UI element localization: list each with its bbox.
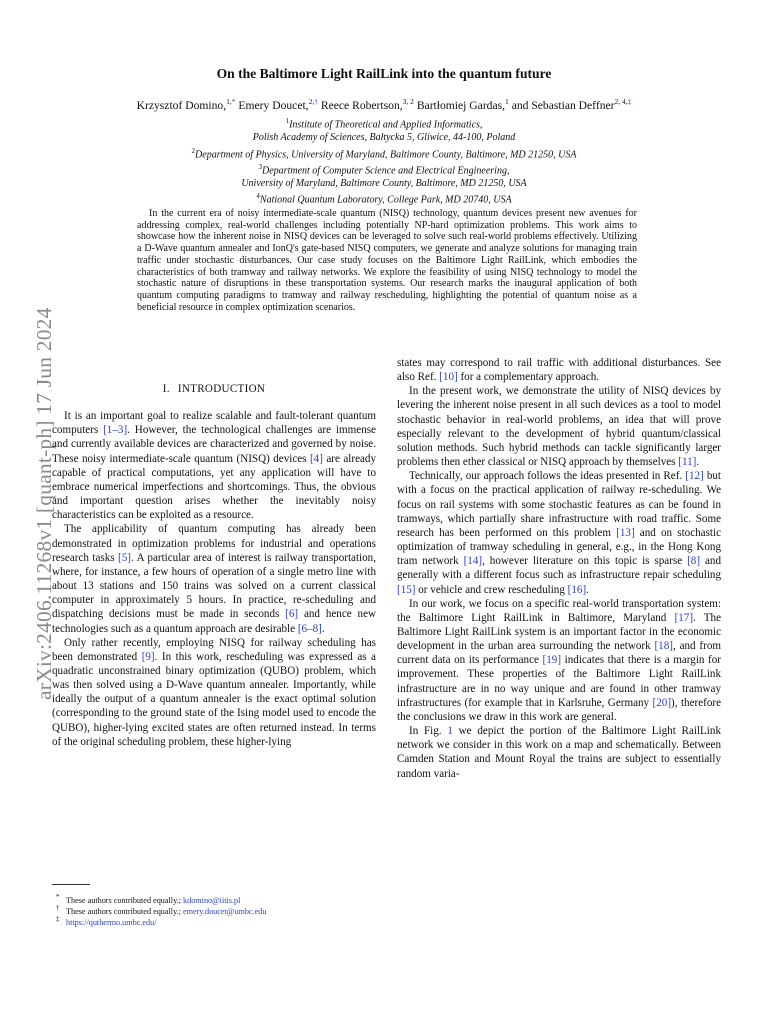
citation-link[interactable]: [14]: [463, 555, 483, 568]
body-text: or vehicle and crew rescheduling: [415, 583, 568, 596]
body-text: , and from current data on its performance: [397, 640, 721, 667]
citation-link[interactable]: [17]: [674, 611, 694, 624]
affiliation-line: [0, 115, 768, 131]
affiliation-text: National Quantum Laboratory, College Park, MD 20740, USA: [259, 194, 512, 206]
footnote-link[interactable]: kdomino@iitis.pl: [183, 896, 241, 905]
body-paragraph: [397, 469, 721, 596]
author-affiliation-mark: 3, 2: [402, 97, 414, 106]
footnote-rule: [52, 884, 90, 885]
footnote-text: These authors contributed equally.;: [66, 896, 184, 905]
body-text: In the present work, we demonstrate the utility of NISQ devices by levering the inherent noise present in all such devices as a tool to model stochastic behavior in real-world problems, an idea that will prove especially relevant to the development of hybrid quantum/classical solution methods. Such hybrid methods can tackle significantly larger problems then ether classical or NISQ approach by themselves: [397, 385, 721, 469]
footnote-text: These authors contributed equally.;: [66, 907, 184, 916]
affiliation-number: 4: [256, 192, 260, 201]
citation-link[interactable]: [20]: [652, 696, 672, 709]
affiliation-text: Department of Computer Science and Electrical Engineering,: [262, 165, 510, 177]
arxiv-stamp: arXiv:2406.11268v1 [quant-ph] 17 Jun 2024: [32, 307, 56, 700]
author-affiliation-mark: 2,: [308, 97, 315, 106]
footnote: [56, 915, 266, 928]
footnote: [56, 904, 267, 917]
footnote: [56, 893, 266, 906]
affiliation-line: [0, 131, 768, 144]
body-text: and generally with a different focus such as infrastructure repair scheduling: [397, 555, 722, 582]
body-text: The applicability of quantum computing has already been demonstrated in optimization problems for industrial and operations research tasks: [52, 523, 376, 564]
body-text: we depict the portion of the Baltimore Light RailLink network we consider in this work on a map and schematically. Between Camden Station and Mount Royal the trains are subject to essentially random varia-: [397, 725, 721, 780]
section-title: INTRODUCTION: [177, 383, 266, 395]
author-name: Reece Robertson,: [320, 98, 403, 112]
author-name: and Sebastian Deffner: [511, 98, 615, 112]
footnote-link[interactable]: emery.doucet@umbc.edu: [183, 907, 267, 916]
citation-link[interactable]: [13]: [616, 526, 635, 539]
citation-link[interactable]: [12]: [685, 470, 704, 483]
citation-link[interactable]: [8]: [687, 555, 701, 568]
author-note-link[interactable]: ‡: [627, 97, 632, 106]
citation-link[interactable]: [10]: [439, 371, 458, 384]
body-paragraph: [52, 636, 376, 749]
citation-link[interactable]: [15]: [397, 583, 416, 596]
citation-link[interactable]: [11]: [678, 456, 697, 469]
author-affiliation-mark: 1: [505, 97, 509, 106]
body-text: and hence new technologies such as a quantum approach are desirable: [52, 608, 377, 635]
body-text: are already capable of practical computations, yet any application will have to embrace numerical imperfections and shortcomings. Thus, the obvious and important question arises whether the inevitably noisy characteristics can be exploited as a resource.: [52, 452, 377, 522]
section-heading: [52, 382, 376, 396]
affiliation-line: [0, 161, 768, 177]
citation-link[interactable]: [6–8]: [297, 622, 322, 635]
paper-title: On the Baltimore Light RailLink into the quantum future: [216, 66, 552, 81]
affiliation-text: Polish Academy of Sciences, Bałtycka 5, Gliwice, 44-100, Poland: [252, 132, 516, 144]
affiliation-line: [0, 190, 768, 206]
body-text: . However, the technological challenges are immense and currently available devices are characterized and governed by noise. These noisy intermediate-scale quantum (NISQ) devices: [52, 424, 376, 465]
body-paragraph: [52, 522, 376, 635]
affiliations: [0, 115, 768, 207]
body-text: . In this work, rescheduling was expressed as a quadratic unconstrained binary optimization (QUBO) problem, which was then solved using a D-Wave quantum annealer. Importantly, while ideally the output of a quantum annealer is the exact optimal solution (corresponding to the ground state of the Ising model used to encode the QUBO), higher-lying excited states are often returned instead. In terms of the original scheduling problem, these higher-lying: [52, 650, 376, 748]
section-number: I.: [162, 383, 170, 395]
author-list: [0, 97, 768, 112]
left-column: [52, 382, 376, 749]
citation-link[interactable]: [16]: [567, 583, 587, 596]
body-text: In Fig.: [409, 725, 448, 738]
footnote-symbol: ‡: [56, 915, 60, 923]
author-name: Emery Doucet,: [238, 98, 309, 112]
body-text: .: [586, 583, 589, 596]
body-text: In our work, we focus on a specific real-world transportation system: the Baltimore Light RailLink in Baltimore, Maryland: [397, 597, 721, 624]
citation-link[interactable]: [19]: [542, 654, 562, 667]
citation-link[interactable]: [5]: [118, 551, 131, 564]
right-column: [397, 356, 721, 781]
body-text: indicates that there is a margin for improvement. These properties of the Baltimore Light RailLink infrastructure are in no way unique and are found in other tramway infrastructures (for example that in Karlsruhe, Germany: [397, 654, 721, 709]
abstract: In the current era of noisy intermediate-scale quantum (NISQ) technology, quantum devices present new avenues for addressing complex, real-world challenges including potentially NP-hard optimization problems. This work aims to showcase how the inherent noise in NISQ devices can be leveraged to solve such real-world problems effectively. Utilizing a D-Wave quantum annealer and IonQ's gate-based NISQ computers, we generate and analyze solutions for managing train traffic under stochastic disturbances. Our case study focuses on the Baltimore Light RailLink, which embodies the characteristics of both tramway and railway networks. We explore the feasibility of using NISQ technology to model the stochastic nature of disruptions in these transportation systems. Our research marks the inaugural application of both quantum computing paradigms to tramway and railway rescheduling, highlighting the potential of quantum noise as a beneficial resource in complex optimization scenarios.: [137, 208, 637, 313]
affiliation-line: [0, 145, 768, 161]
author-name: Krzysztof Domino,: [136, 98, 227, 112]
body-text: . A particular area of interest is railway transportation, where, for instance, a few hours of operation of a single metro line with about 13 stations and 150 trains was solved on a current classical computer in approximately 5 hours. In practice, re-scheduling and dispatching decisions must be made in seconds: [52, 551, 376, 621]
body-text: but with a focus on the practical application of railway re-scheduling. We focus on rail systems with some stochastic features as can be found in tramways, which partially share infrastructure with road traffic. Some research has been performed on this problem: [397, 470, 721, 539]
body-text: states may correspond to rail traffic with additional disturbances. See also Ref.: [397, 357, 721, 384]
body-text: Technically, our approach follows the ideas presented in Ref.: [409, 470, 686, 483]
body-paragraph: [397, 384, 721, 469]
author-note-link[interactable]: *: [231, 97, 236, 106]
body-text: . The Baltimore Light RailLink system is an important factor in the economic development in the urban area surrounding the network: [397, 611, 722, 653]
body-text: ), therefore the conclusions we draw in this work are general.: [397, 696, 721, 723]
author-note-link[interactable]: †: [314, 97, 318, 106]
citation-link[interactable]: [9]: [141, 650, 155, 663]
body-paragraph: [52, 409, 376, 522]
citation-link[interactable]: [4]: [309, 452, 323, 465]
affiliation-line: [0, 177, 768, 190]
affiliation-text: Institute of Theoretical and Applied Informatics,: [289, 119, 483, 131]
body-text: for a complementary approach.: [457, 371, 600, 384]
affiliation-number: 1: [285, 117, 290, 125]
affiliation-number: 2: [191, 146, 196, 155]
footnote-link[interactable]: https://quthermo.umbc.edu/: [66, 918, 157, 927]
affiliation-number: 3: [258, 162, 263, 171]
body-text: and on stochastic optimization of tramway scheduling in general, e.g., in the Hong Kong tram network: [397, 526, 722, 568]
affiliation-text: Department of Physics, University of Maryland, Baltimore County, Baltimore, MD 21250, USA: [195, 148, 577, 160]
citation-link[interactable]: [18]: [654, 640, 673, 653]
author-affiliation-mark: 1,: [226, 97, 232, 106]
body-text: It is an important goal to realize scalable and fault-tolerant quantum computers: [52, 410, 376, 437]
body-paragraph: [397, 724, 721, 781]
author-name: Bartłomiej Gardas,: [416, 98, 506, 112]
body-text: .: [321, 622, 325, 635]
body-paragraph: [397, 597, 721, 724]
footnotes: [56, 893, 267, 928]
body-text: .: [696, 456, 700, 469]
citation-link[interactable]: [1–3]: [103, 424, 128, 437]
body-text: , however literature on this topic is sparse: [482, 555, 688, 568]
footnote-symbol: †: [56, 904, 60, 912]
citation-link[interactable]: [6]: [285, 608, 299, 621]
author-affiliation-mark: 2, 4,: [614, 97, 628, 106]
body-text: Only rather recently, employing NISQ for railway scheduling has been demonstrated: [52, 636, 376, 663]
affiliation-text: University of Maryland, Baltimore County, Baltimore, MD 21250, USA: [241, 178, 527, 190]
footnote-symbol: *: [56, 893, 60, 901]
citation-link[interactable]: 1: [447, 725, 453, 738]
body-paragraph: [397, 356, 721, 384]
